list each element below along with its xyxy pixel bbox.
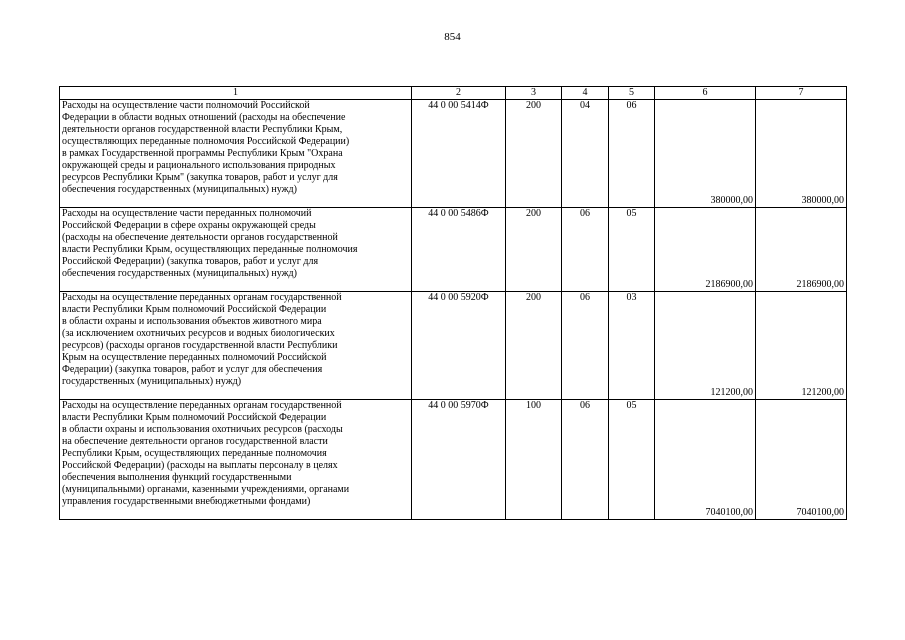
column-header-5: 5 <box>609 87 655 100</box>
row-subsection: 05 <box>609 400 655 520</box>
row-amount-col6: 121200,00 <box>655 292 756 400</box>
row-expense-type: 200 <box>506 292 562 400</box>
row-description: Расходы на осуществление части полномочий Российской Федерации в области водных отношений (расходы на обеспечение деятельности органов государственной власти Республики Крым, осуществляющих переданные полномочия Российской Федерации) в рамках Государственной программы Республики Крым "Охрана окружающей среды и рационального использования природных ресурсов Республики Крым" (закупка товаров, работ и услуг для обеспечения государственных (муниципальных) нужд) <box>60 100 412 208</box>
row-subsection: 06 <box>609 100 655 208</box>
row-target-code: 44 0 00 5920Ф <box>412 292 506 400</box>
row-amount-col6: 380000,00 <box>655 100 756 208</box>
row-amount-col7: 2186900,00 <box>756 208 847 292</box>
row-amount-col6: 7040100,00 <box>655 400 756 520</box>
row-amount-col6: 2186900,00 <box>655 208 756 292</box>
column-header-1: 1 <box>60 87 412 100</box>
row-section: 06 <box>562 400 609 520</box>
row-amount-col7: 7040100,00 <box>756 400 847 520</box>
row-description: Расходы на осуществление части переданных полномочий Российской Федерации в сфере охраны окружающей среды (расходы на обеспечение деятельности органов государственной власти Республики Крым, осуществляющих переданные полномочия Российской Федерации) (закупка товаров, работ и услуг для обеспечения государственных (муниципальных) нужд) <box>60 208 412 292</box>
row-description: Расходы на осуществление переданных органам государственной власти Республики Крым полномочий Российской Федерации в области охраны и использования объектов животного мира (за исключением охотничьих ресурсов и водных биологических ресурсов) (расходы органов государственной власти Республики Крым на осуществление переданных полномочий Российской Федерации) (закупка товаров, работ и услуг для обеспечения государственных (муниципальных) нужд) <box>60 292 412 400</box>
table-row <box>60 208 847 292</box>
row-target-code: 44 0 00 5486Ф <box>412 208 506 292</box>
table-row <box>60 292 847 400</box>
column-header-3: 3 <box>506 87 562 100</box>
row-subsection: 05 <box>609 208 655 292</box>
row-expense-type: 200 <box>506 208 562 292</box>
row-section: 04 <box>562 100 609 208</box>
row-target-code: 44 0 00 5414Ф <box>412 100 506 208</box>
column-header-6: 6 <box>655 87 756 100</box>
column-header-2: 2 <box>412 87 506 100</box>
budget-table <box>59 86 847 520</box>
row-section: 06 <box>562 208 609 292</box>
row-section: 06 <box>562 292 609 400</box>
row-target-code: 44 0 00 5970Ф <box>412 400 506 520</box>
table-row <box>60 100 847 208</box>
table-row <box>60 400 847 520</box>
row-description: Расходы на осуществление переданных органам государственной власти Республики Крым полномочий Российской Федерации в области охраны и использования охотничьих ресурсов (расходы на обеспечение деятельности органов государственной власти Республики Крым, осуществляющих переданные полномочия Российской Федерации) (расходы на выплаты персоналу в целях обеспечения выполнения функций государственными (муниципальными) органами, казенными учреждениями, органами управления государственными внебюджетными фондами) <box>60 400 412 520</box>
page-number: 854 <box>444 31 461 43</box>
row-amount-col7: 380000,00 <box>756 100 847 208</box>
row-expense-type: 100 <box>506 400 562 520</box>
column-header-4: 4 <box>562 87 609 100</box>
row-amount-col7: 121200,00 <box>756 292 847 400</box>
table-header-row <box>60 87 847 100</box>
row-expense-type: 200 <box>506 100 562 208</box>
column-header-7: 7 <box>756 87 847 100</box>
row-subsection: 03 <box>609 292 655 400</box>
